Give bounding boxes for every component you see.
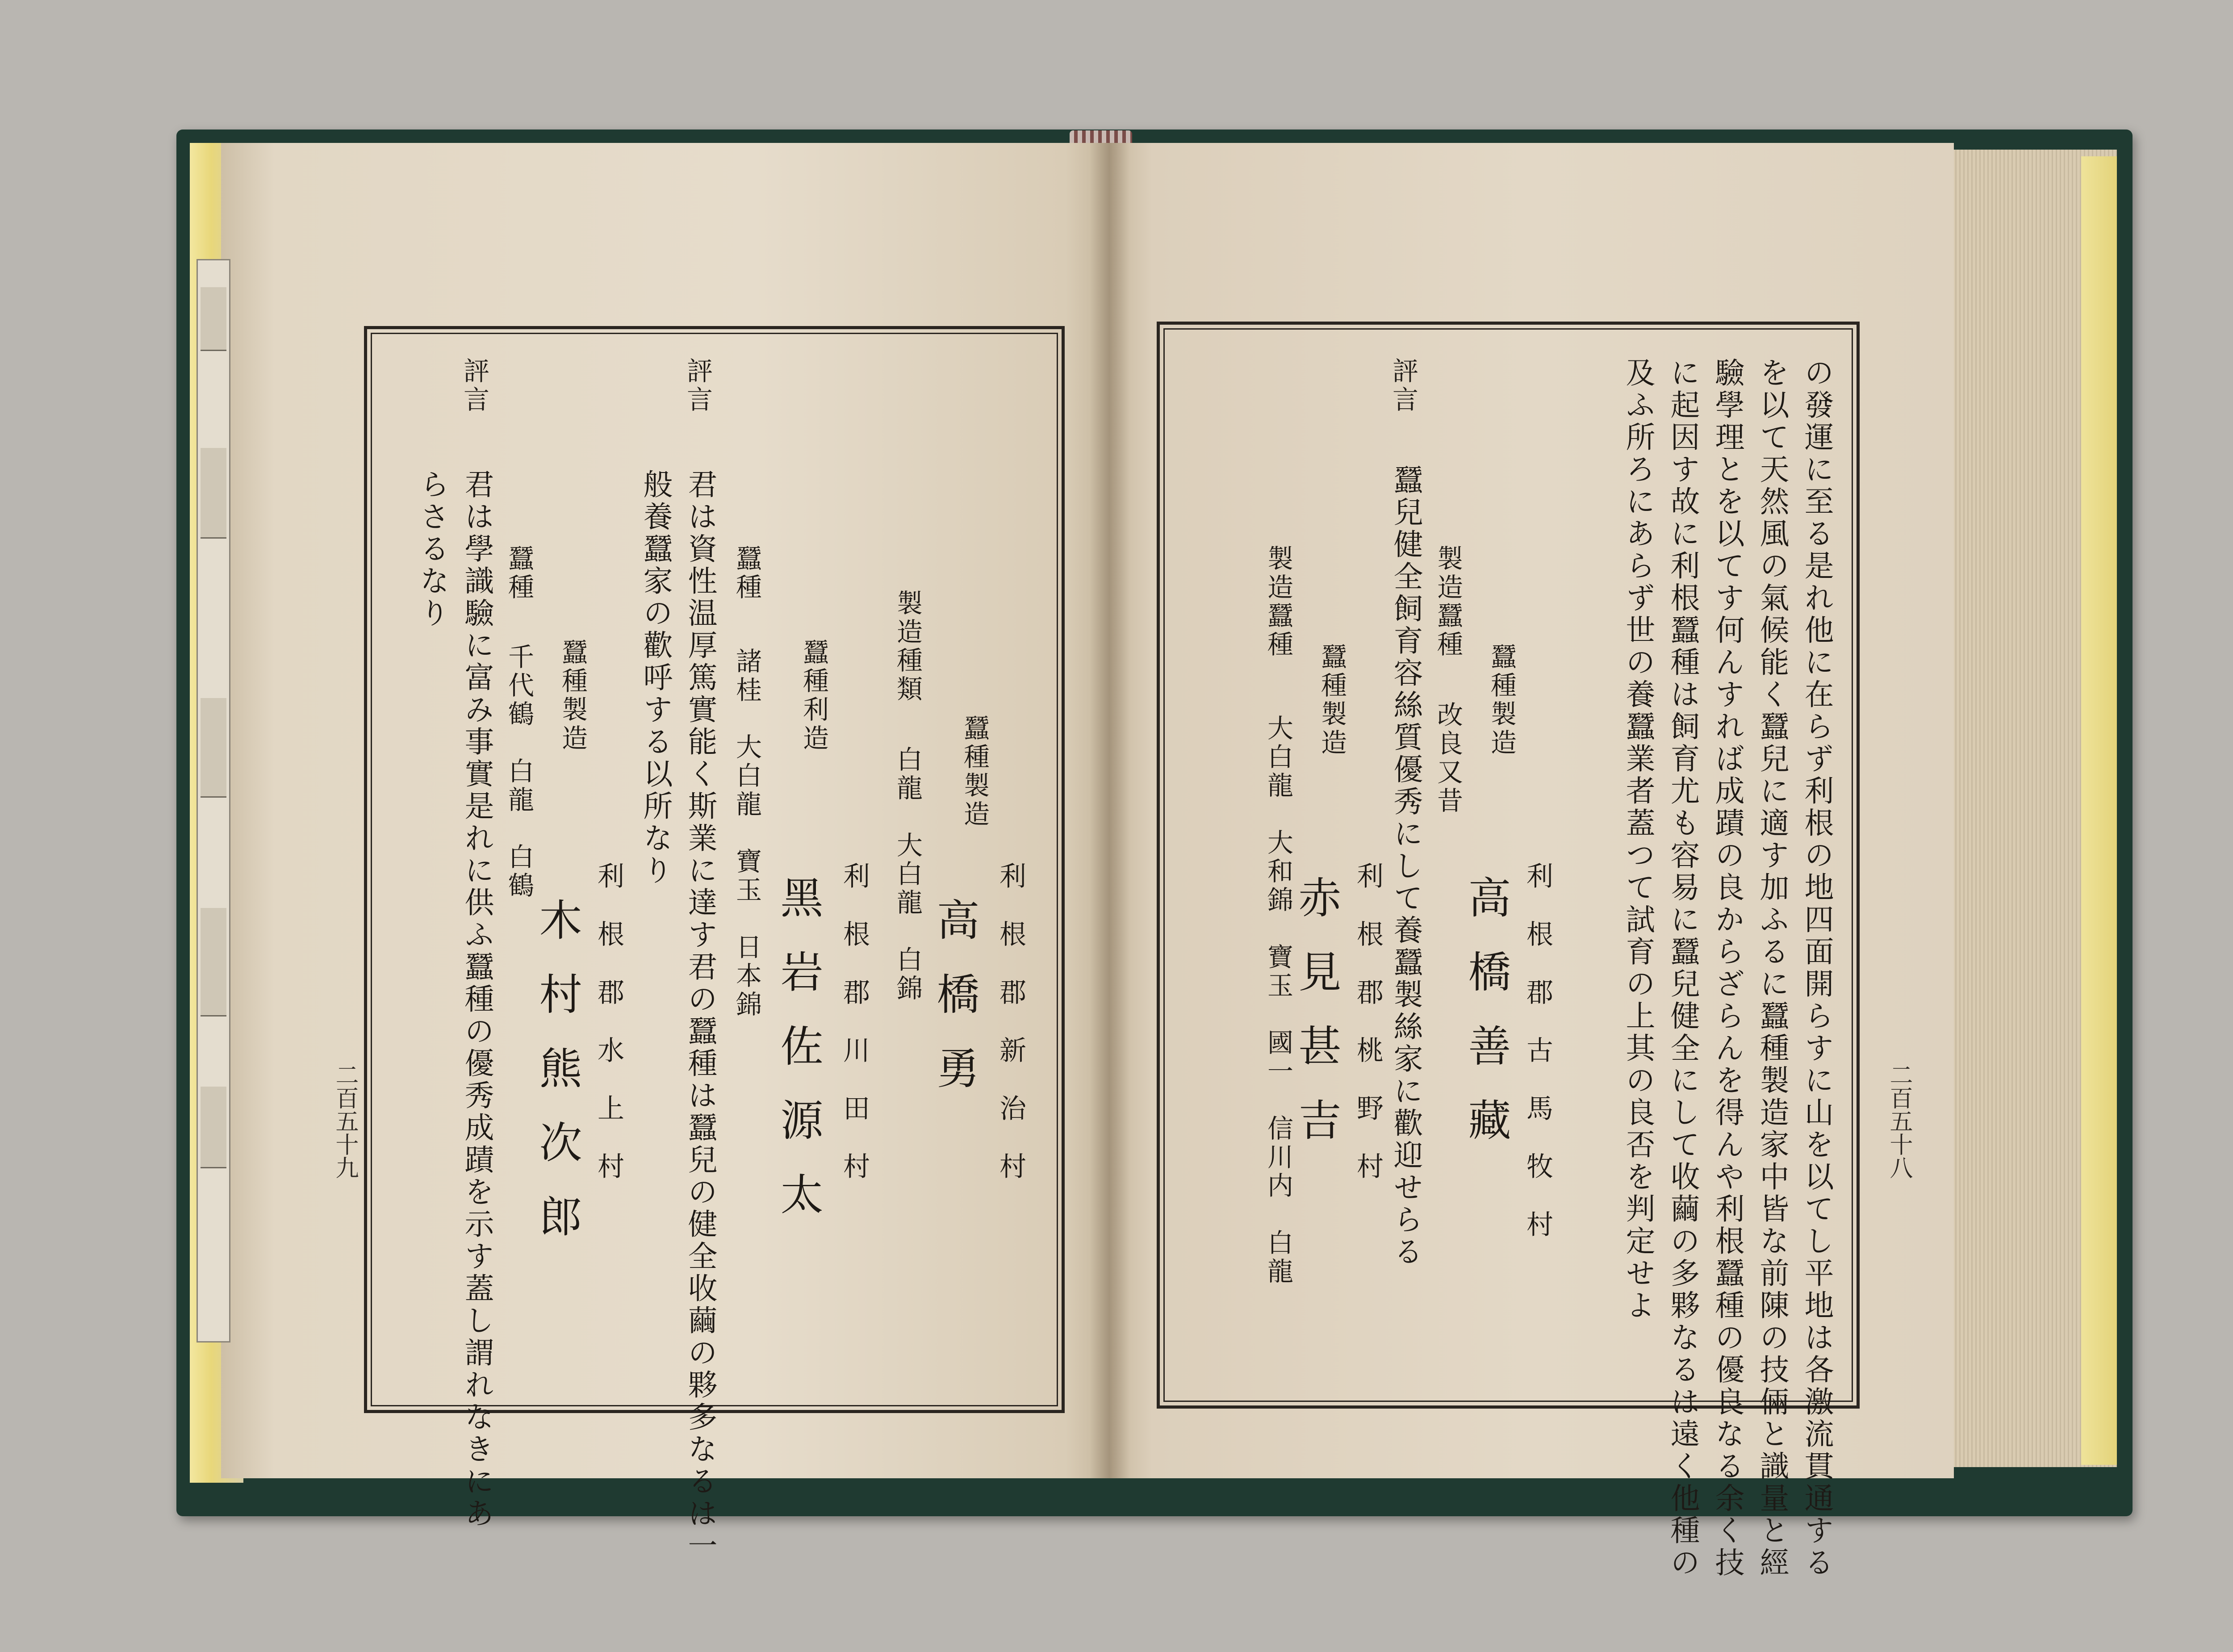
entry-name: 高橋勇 [930,898,980,1120]
entry-title: 蠶種製造 [557,639,588,753]
entry-comment: らさるなり [415,469,449,630]
paragraph-line: に起因す故に利根蠶種は飼育尤も容易に蠶兒健全にして收繭の多夥なるは遠く他種の [1665,357,1700,1579]
book-gutter [1090,143,1130,1478]
index-tab [201,908,226,1016]
entry-varieties: 改良又昔 [1433,701,1463,816]
entry-varieties: 白龍 大白龍 白錦 [892,746,923,1003]
entry-varieties: 諸桂 大白龍 寶玉 日本錦 [732,648,762,1019]
index-tab [201,698,226,798]
right-gilt-edge [2081,156,2117,1465]
page-number: 二百五十九 [331,1063,358,1179]
entry-varieties: 千代鶴 白龍 白鶴 [504,643,534,900]
entry-title: 蠶種製造 [1486,643,1517,757]
entry-comment: 般養蠶家の歡呼する以所なり [638,469,673,887]
entry-name: 赤見甚吉 [1292,875,1342,1172]
entry-name: 木村熊次郎 [532,898,582,1268]
entry-comment: 君は資性温厚篤實能く斯業に達す君の蠶種は蠶兒の健全收繭の夥多なるは一 [683,469,717,1562]
entry-address: 利根郡川田村 [839,862,870,1210]
entry-comment-label: 評言 [1388,357,1418,414]
paragraph-line: の發運に至る是れ他に在らず利根の地四面開らすに山を以てし平地は各激流貫通する [1799,357,1834,1579]
entry-comment-label: 評言 [682,357,713,414]
index-tab [201,448,226,539]
entry-varieties-label: 蠶種 [504,545,534,602]
entry-category-label: 製造種類 [892,590,923,704]
entry-varieties-label: 製造蠶種 [1263,545,1293,659]
entry-title: 蠶種製造 [959,715,990,829]
entry-name: 黑岩佐源太 [774,875,824,1246]
index-tab [201,287,226,351]
entry-address: 利根郡古馬牧村 [1522,862,1553,1268]
entry-varieties: 大白龍 大和錦 寶玉 國一 信川内 白龍 [1263,715,1293,1286]
paragraph-line: 驗學理とを以てす何んすれば成蹟の良からざらんを得んや利根蠶種の優良なる余く技 [1710,357,1744,1579]
entry-comment-label: 評言 [459,357,489,414]
entry-title: 蠶種利造 [799,639,829,753]
index-tab-strip [197,259,230,1343]
page-number: 二百五十八 [1886,1063,1912,1179]
entry-comment: 君は學識驗に富み事實是れに供ふ蠶種の優秀成蹟を示す蓋し謂れなきにあ [460,469,494,1530]
index-tab [201,1087,226,1168]
entry-address: 利根郡水上村 [593,862,624,1210]
entry-address: 利根郡新治村 [995,862,1026,1210]
entry-comment: 蠶兒健全飼育容絲質優秀にして養蠶製絲家に歡迎せらる [1388,464,1423,1268]
entry-varieties-label: 製造蠶種 [1433,545,1463,659]
entry-varieties-label: 蠶種 [732,545,762,602]
entry-title: 蠶種製造 [1317,643,1347,757]
paragraph-line: を以て天然風の氣候能く蠶兒に適す加ふるに蠶種製造家中皆な前陳の技倆と識量と經 [1755,357,1789,1579]
paragraph-line: 及ふ所ろにあらず世の養蠶業者蓋つて試育の上其の良否を判定せよ [1621,357,1655,1322]
entry-name: 高橋善藏 [1461,875,1511,1172]
entry-address: 利根郡桃野村 [1352,862,1384,1210]
